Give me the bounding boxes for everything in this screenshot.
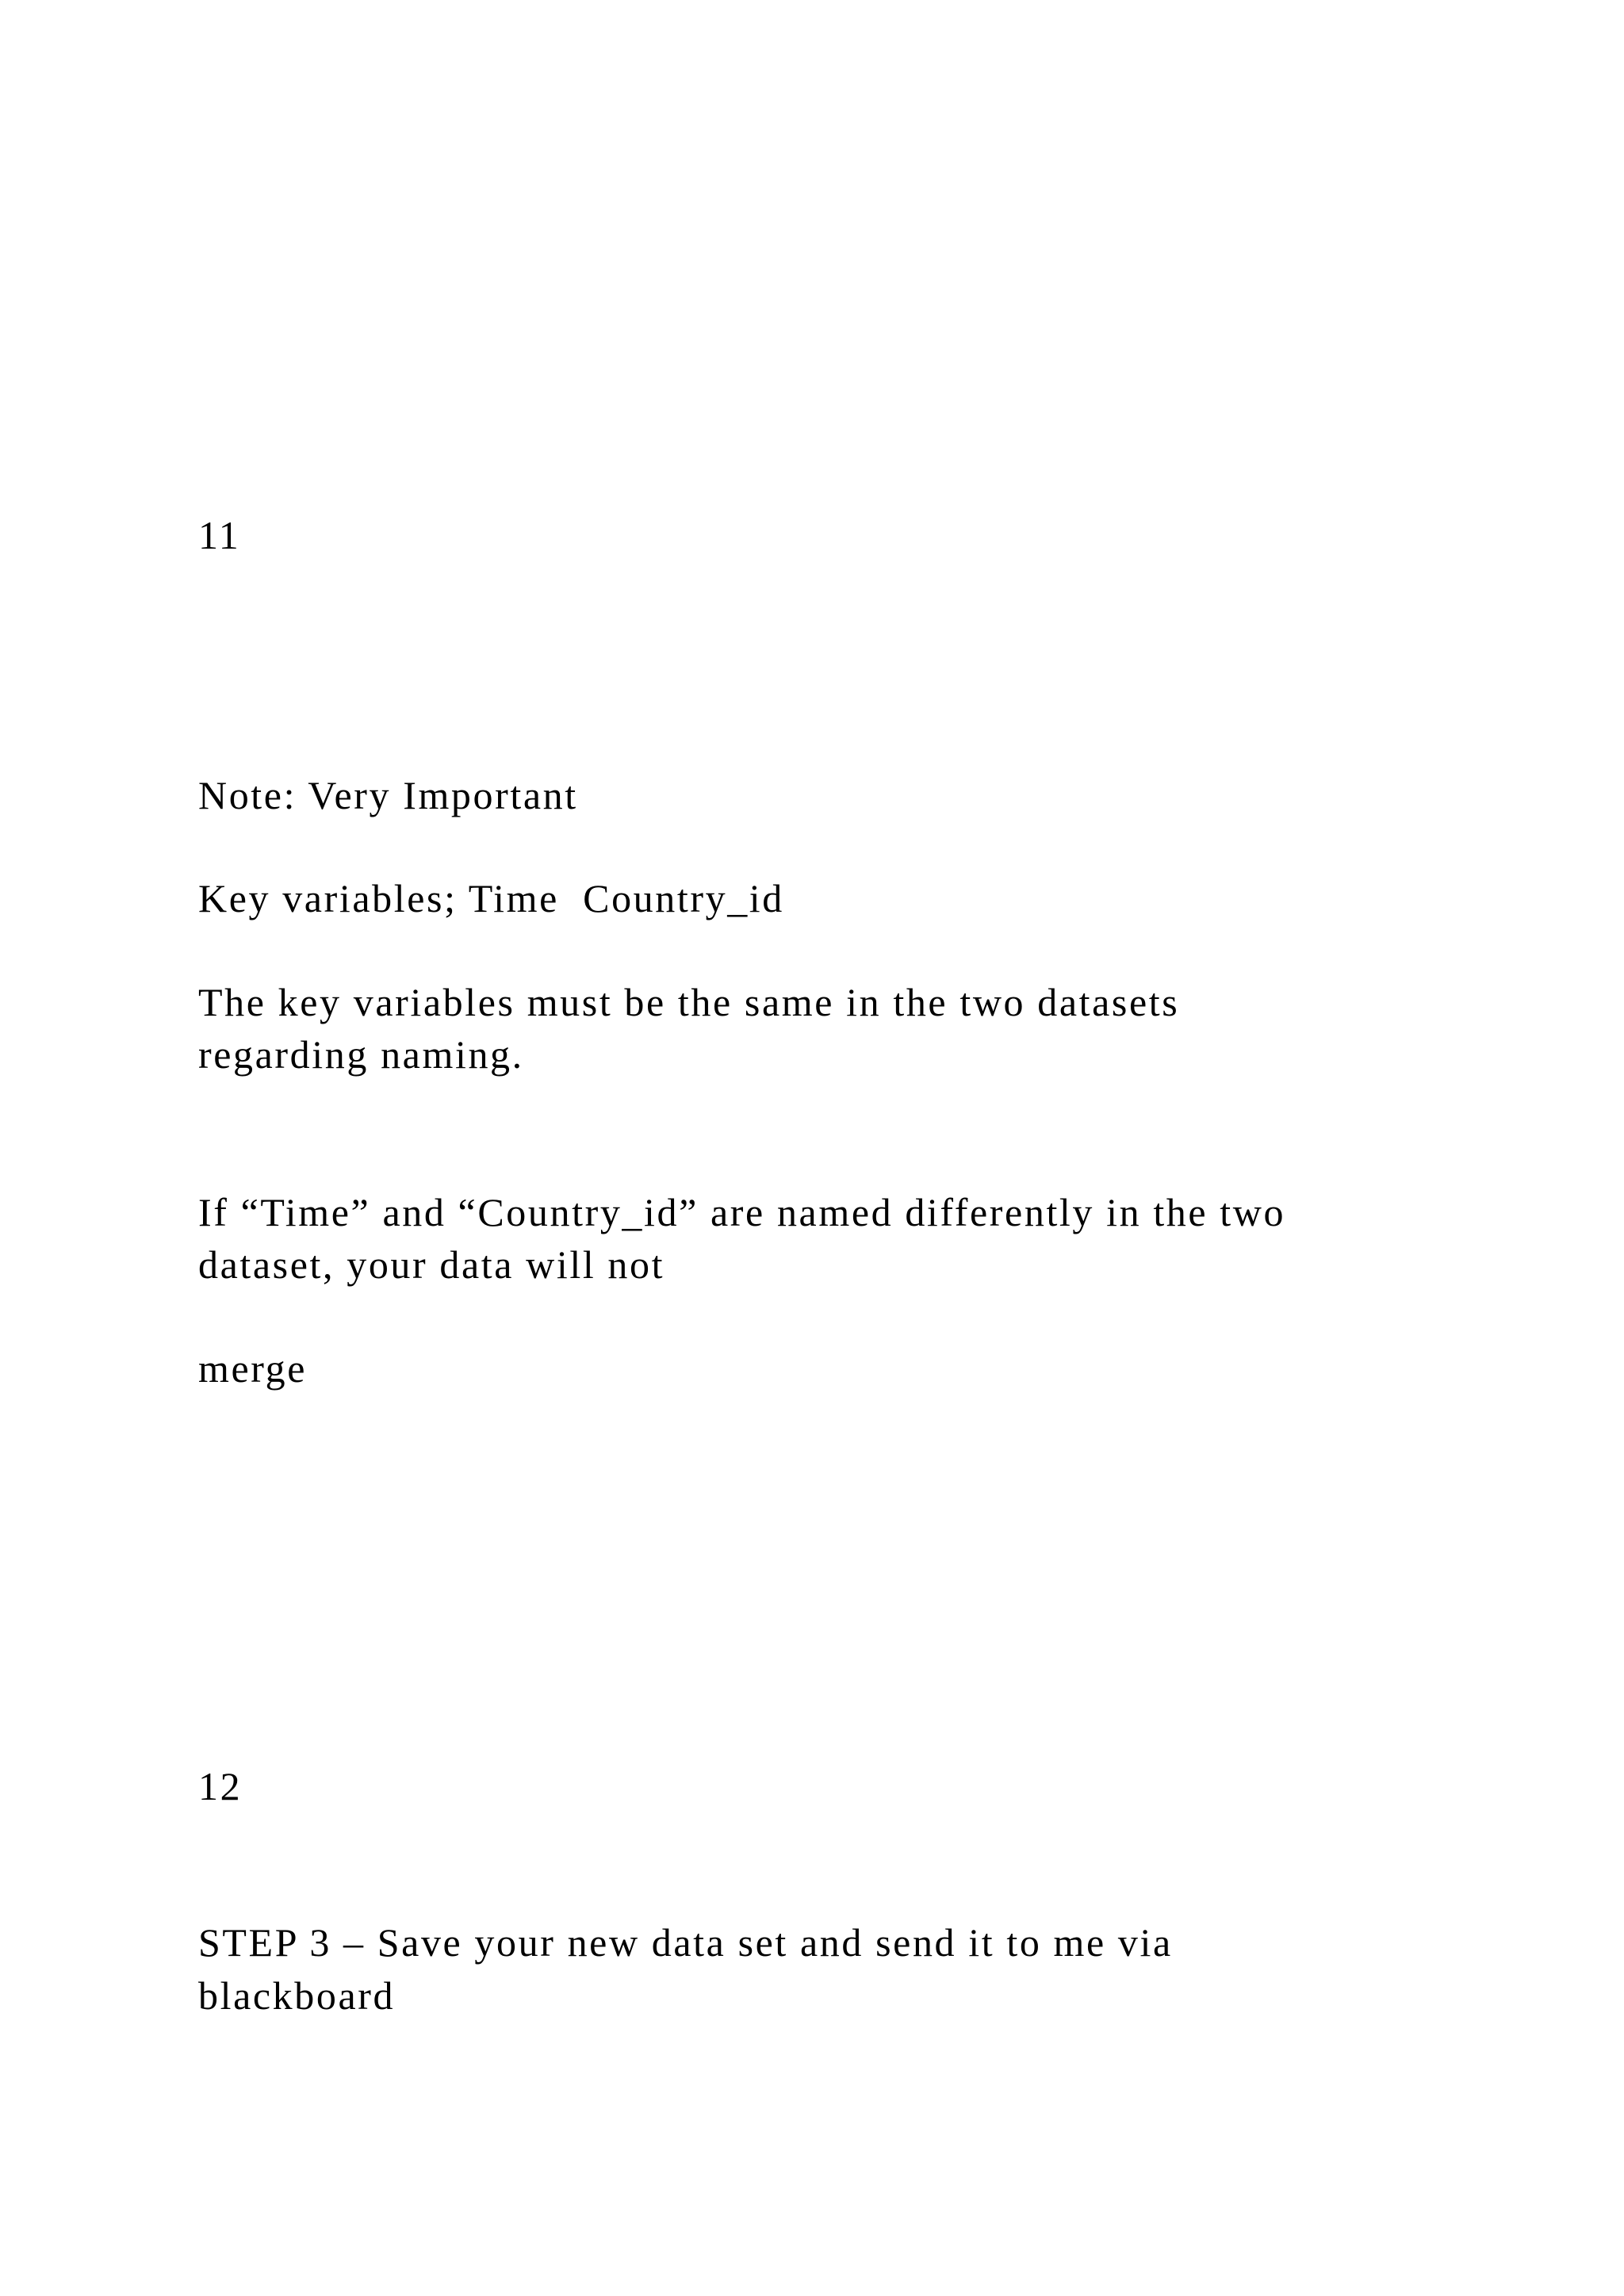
paragraph-line: If “Time” and “Country_id” are named differently in the two bbox=[198, 1190, 1286, 1234]
step-heading: blackboard bbox=[198, 1973, 396, 2018]
page-number: 11 bbox=[198, 513, 241, 557]
step-heading: STEP 3 – Save your new data set and send it to me via bbox=[198, 1920, 1173, 1965]
paragraph-line: dataset, your data will not bbox=[198, 1242, 665, 1287]
paragraph-line: The key variables must be the same in the two datasets bbox=[198, 980, 1180, 1024]
paragraph-line: regarding naming. bbox=[198, 1032, 524, 1077]
page-number: 12 bbox=[198, 1764, 243, 1808]
note-heading: Note: Very Important bbox=[198, 773, 578, 817]
key-variables-line: Key variables; Time Country_id bbox=[198, 876, 784, 920]
paragraph-line: merge bbox=[198, 1346, 308, 1391]
